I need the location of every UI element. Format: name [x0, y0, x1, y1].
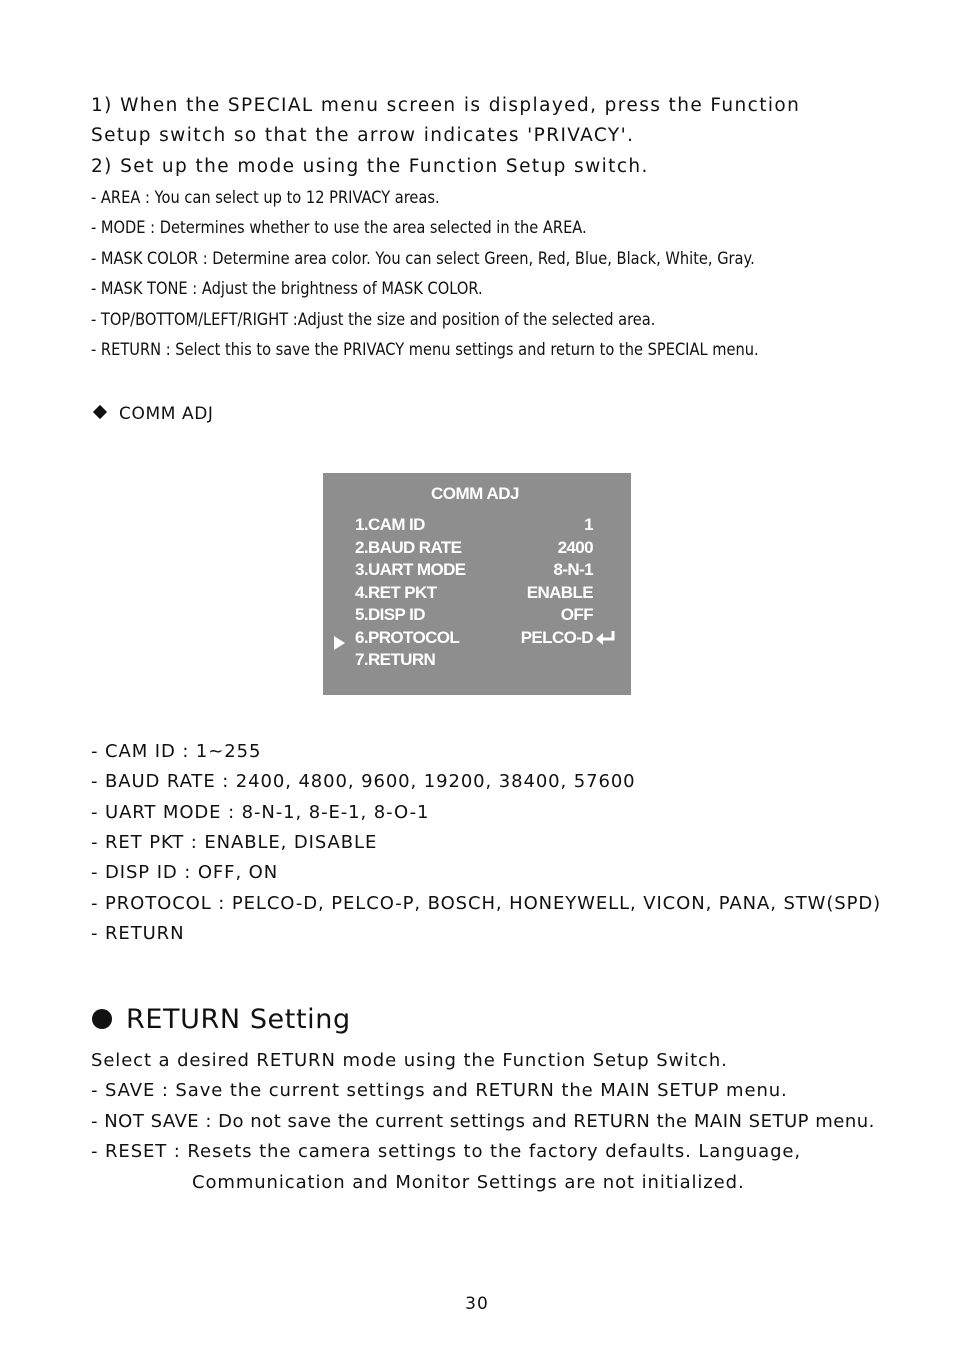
osd-row-label: 5.DISP ID: [355, 605, 425, 624]
osd-row-return: [355, 650, 593, 672]
comm-item-uart-mode: - UART MODE : 8-N-1, 8-E-1, 8-O-1: [91, 802, 430, 823]
osd-row-value: OFF: [560, 605, 593, 624]
osd-row-label: 2.BAUD RATE: [355, 538, 462, 557]
circle-bullet-icon: [92, 1009, 112, 1029]
enter-arrow-icon: [595, 630, 617, 646]
return-heading-text: RETURN Setting: [126, 1004, 351, 1035]
osd-row-protocol: [355, 628, 593, 650]
osd-row-label: 3.UART MODE: [355, 560, 466, 579]
osd-row-cam-id: [355, 515, 593, 537]
page-number: 30: [465, 1294, 489, 1314]
return-item-not-save: - NOT SAVE : Do not save the current settings and RETURN the MAIN SETUP menu.: [91, 1111, 875, 1132]
osd-row-label: 6.PROTOCOL: [355, 628, 460, 647]
comm-adj-title-text: COMM ADJ: [119, 404, 214, 424]
comm-item-disp-id: - DISP ID : OFF, ON: [91, 862, 279, 883]
osd-row-disp-id: [355, 605, 593, 627]
privacy-item-mask-color: - MASK COLOR : Determine area color. You can select Green, Red, Blue, Black, White, Gray.: [91, 249, 755, 269]
return-intro: Select a desired RETURN mode using the Function Setup Switch.: [91, 1050, 728, 1071]
osd-row-value: 1: [584, 515, 593, 534]
comm-item-baud-rate: - BAUD RATE : 2400, 4800, 9600, 19200, 38400, 57600: [91, 771, 636, 792]
privacy-item-position: - TOP/BOTTOM/LEFT/RIGHT :Adjust the size and position of the selected area.: [91, 310, 656, 330]
intro-line-3: 2) Set up the mode using the Function Setup switch.: [91, 156, 649, 177]
diamond-bullet-icon: [93, 405, 107, 419]
comm-item-ret-pkt: - RET PKT : ENABLE, DISABLE: [91, 832, 378, 853]
return-item-reset: - RESET : Resets the camera settings to the factory defaults. Language,: [91, 1141, 802, 1162]
intro-line-1: 1) When the SPECIAL menu screen is displayed, press the Function: [91, 95, 801, 116]
osd-row-label: 4.RET PKT: [355, 583, 437, 602]
osd-row-value: 8-N-1: [553, 560, 593, 579]
osd-row-label: 7.RETURN: [355, 650, 436, 669]
intro-line-2: Setup switch so that the arrow indicates 'PRIVACY'.: [91, 125, 635, 146]
right-triangle-icon: [334, 636, 345, 650]
osd-row-value: 2400: [557, 538, 593, 557]
comm-item-protocol: - PROTOCOL : PELCO-D, PELCO-P, BOSCH, HONEYWELL, VICON, PANA, STW(SPD): [91, 893, 882, 914]
osd-row-value: ENABLE: [526, 583, 593, 602]
osd-row-uart-mode: [355, 560, 593, 582]
osd-row-ret-pkt: [355, 583, 593, 605]
return-item-reset-continuation: Communication and Monitor Settings are not initialized.: [192, 1172, 745, 1193]
return-item-save: - SAVE : Save the current settings and RETURN the MAIN SETUP menu.: [91, 1080, 788, 1101]
privacy-item-mode: - MODE : Determines whether to use the area selected in the AREA.: [91, 218, 587, 238]
privacy-item-return: - RETURN : Select this to save the PRIVACY menu settings and return to the SPECIAL menu.: [91, 340, 759, 360]
osd-row-label: 1.CAM ID: [355, 515, 425, 534]
comm-item-return: - RETURN: [91, 923, 185, 944]
privacy-item-mask-tone: - MASK TONE : Adjust the brightness of MASK COLOR.: [91, 279, 483, 299]
privacy-item-area: - AREA : You can select up to 12 PRIVACY areas.: [91, 188, 440, 208]
return-setting-heading: [92, 1003, 351, 1037]
comm-adj-section-title: [91, 403, 214, 425]
comm-item-cam-id: - CAM ID : 1~255: [91, 741, 262, 762]
osd-row-value: PELCO-D: [520, 628, 593, 647]
osd-row-baud-rate: [355, 538, 593, 560]
osd-menu-title: COMM ADJ: [431, 484, 519, 503]
osd-menu-screen: [323, 473, 631, 695]
